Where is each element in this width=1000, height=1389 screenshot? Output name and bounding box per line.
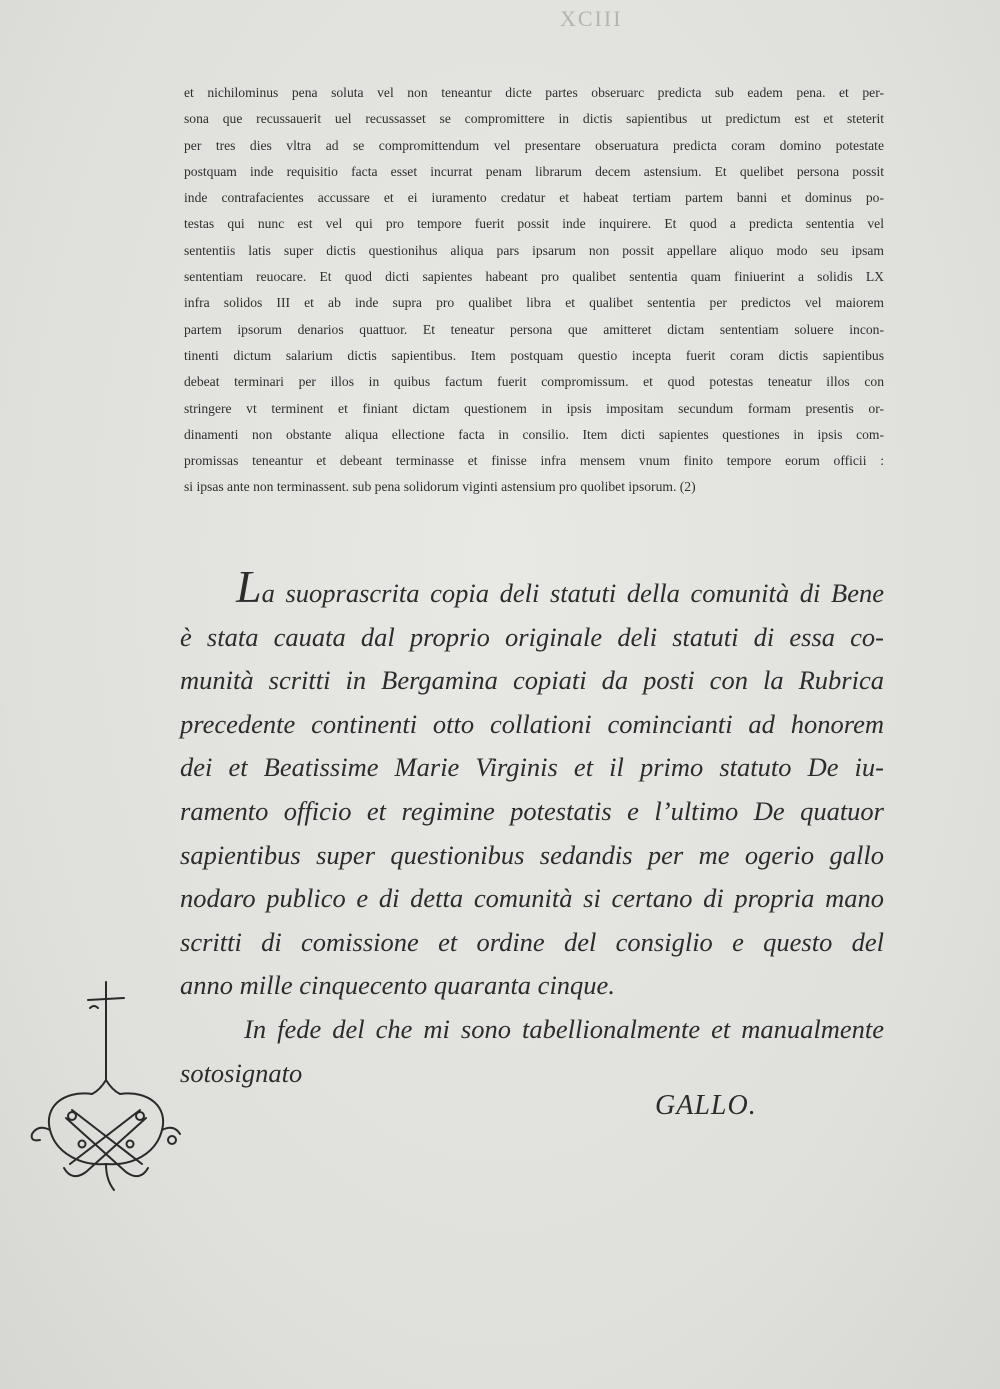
latin-line: tinenti dictum salarium dictis sapientibus. Item postquam questio incepta fuerit coram dictis sapientibus <box>184 347 884 363</box>
latin-line: debeat terminari per illos in quibus factum fuerit compromissum. et quod potestas teneatur illos con <box>184 374 884 390</box>
notary-cross-knot-icon <box>22 968 182 1208</box>
latin-line: sona que recussauerit uel recussasset se compromittere in dictis sapientibus ut predictum est et steterit <box>184 111 884 127</box>
italian-line: ramento officio et regimine potestatis e l’ultimo De quatuor <box>180 795 884 826</box>
italian-attestation <box>180 561 884 1095</box>
italian-line-first <box>180 561 884 616</box>
italian-line: nodaro publico e di detta comunità si certano di propria mano <box>180 883 884 914</box>
italian-line: anno mille cinquecento quaranta cinque. <box>180 970 615 1001</box>
latin-statute-text <box>184 80 884 501</box>
italian-line: munità scritti in Bergamina copiati da posti con la Rubrica <box>180 665 884 696</box>
latin-line: dinamenti non obstante aliqua ellectione facta in consilio. Item dicti sapientes questiones in ipsis com- <box>184 426 884 442</box>
latin-line: et nichilominus pena soluta vel non teneantur dicte partes obseruarc predicta sub eadem pena. et per- <box>184 85 884 100</box>
sotosignato-line: sotosignato <box>180 1057 303 1088</box>
italian-line: è stata cauata dal proprio originale deli statuti di essa co- <box>180 621 884 652</box>
latin-line: si ipsas ante non terminassent. sub pena solidorum viginti astensium pro quolibet ipsorum. (2) <box>184 479 696 495</box>
fede-line: In fede del che mi sono tabellionalmente et manualmente <box>244 1013 884 1044</box>
latin-line: per tres dies vltra ad se compromittendum vel presentare obseruatura predicta coram domino potestate <box>184 137 884 153</box>
signature-gallo: GALLO. <box>655 1090 757 1121</box>
latin-line: postquam inde requisitio facta esset incurrat penam librarum decem astensium. Et quelibet persona possit <box>184 163 884 179</box>
latin-line: infra solidos III et ab inde supra pro qualibet libra et qualibet sententia per predictos vel maiorem <box>184 295 884 311</box>
italian-line: sapientibus super questionibus sedandis per me ogerio gallo <box>180 839 884 870</box>
latin-line: partem ipsorum denarios quattuor. Et teneatur persona que amitteret dictam sententiam soluere incon- <box>184 321 884 337</box>
drop-cap: L <box>236 561 262 612</box>
italian-line: dei et Beatissime Marie Virginis et il primo statuto De iu- <box>180 752 884 783</box>
latin-line: stringere vt terminent et finiant dictam questionem in ipsis impositam secundum formam presentis or- <box>184 400 884 416</box>
italian-line: precedente continenti otto collationi comincianti ad honorem <box>180 708 884 739</box>
latin-line: inde contrafacientes accussare et ei iuramento credatur et habeat tertiam partem banni et dominus po- <box>184 190 884 206</box>
latin-line: promissas teneantur et debeant terminasse et finisse infra mensem vnum finito tempore eorum officii : <box>184 453 884 469</box>
latin-line: testas qui nunc est vel qui pro tempore fuerit possit inde inquirere. Et quod a predicta sententia vel <box>184 216 884 232</box>
italian-line: scritti di comissione et ordine del consiglio e questo del <box>180 926 884 957</box>
latin-line: sententiam reuocare. Et quod dicti sapientes habeant pro qualibet sententia quam finiuerint a solidis LX <box>184 269 884 285</box>
italian-first-line-text: a suoprascrita copia deli statuti della comunità di Bene <box>261 578 884 608</box>
latin-line: sententiis latis super dictis questionihus aliqua pars ipsarum non possit appellare aliquo modo seu ipsam <box>184 242 884 258</box>
page-header-mark: XCIII <box>560 6 623 31</box>
